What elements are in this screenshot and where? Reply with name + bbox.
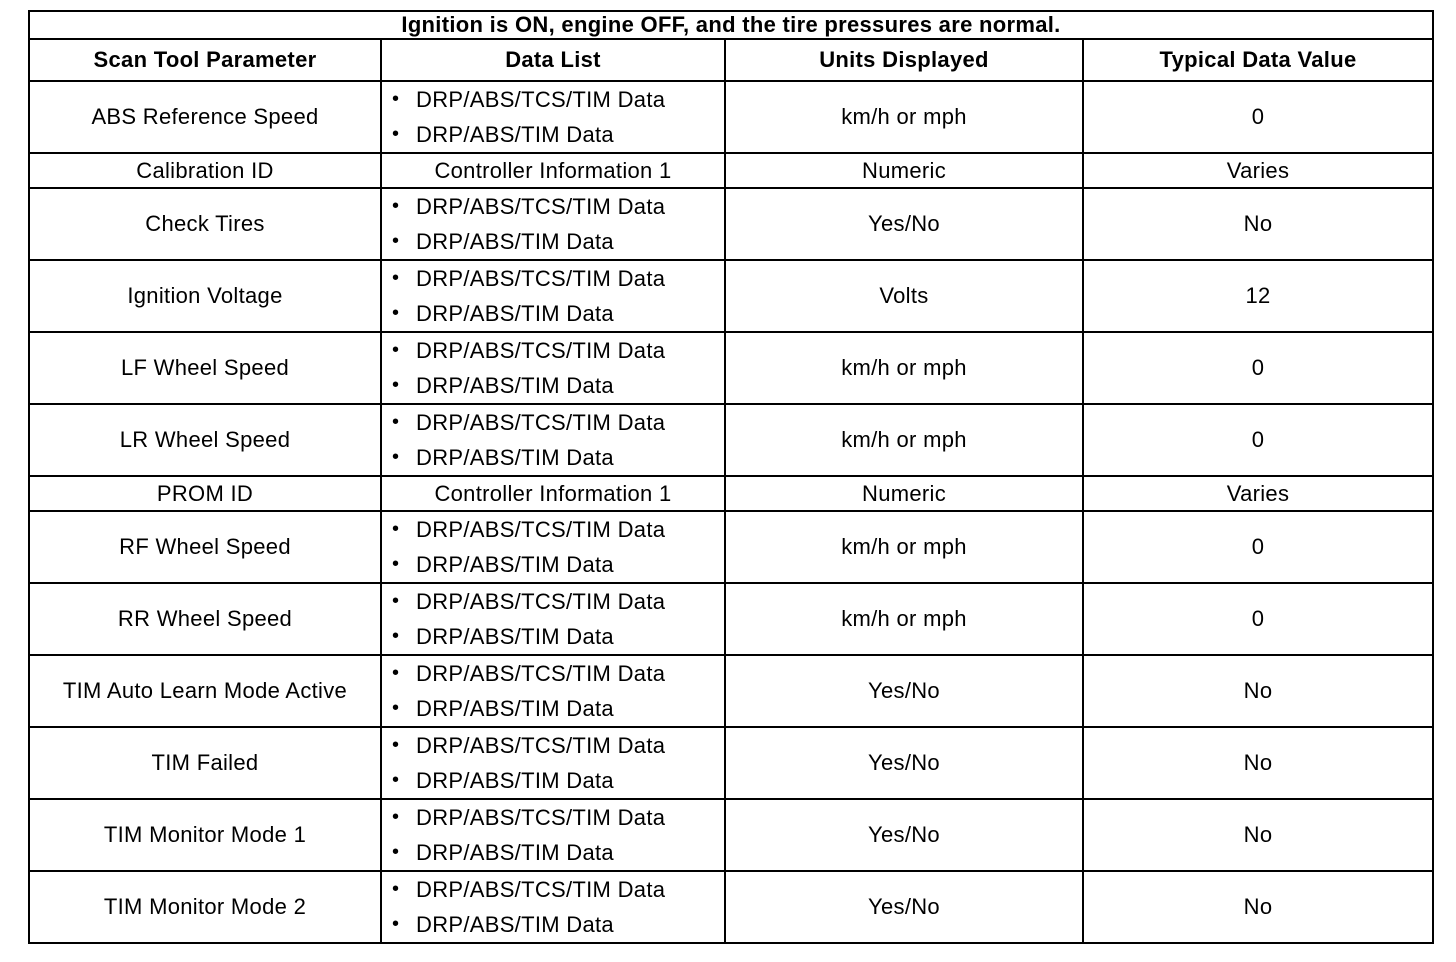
bullet-icon: • <box>392 806 400 828</box>
table-row <box>29 583 1433 655</box>
data-list-item-label: DRP/ABS/TCS/TIM Data <box>416 661 666 686</box>
data-list-item <box>392 189 724 224</box>
data-list-item-label: DRP/ABS/TIM Data <box>416 912 614 937</box>
data-list-items <box>382 656 724 726</box>
data-list-item-label: DRP/ABS/TIM Data <box>416 768 614 793</box>
bullet-icon: • <box>392 769 400 791</box>
typical-value-cell: 0 <box>1083 511 1433 583</box>
bullet-icon: • <box>392 195 400 217</box>
bullet-icon: • <box>392 878 400 900</box>
data-list-item <box>392 117 724 152</box>
data-list-item <box>392 333 724 368</box>
data-list-item-label: DRP/ABS/TCS/TIM Data <box>416 266 666 291</box>
column-header-typical-value: Typical Data Value <box>1083 39 1433 81</box>
data-list-item-label: DRP/ABS/TIM Data <box>416 624 614 649</box>
bullet-icon: • <box>392 662 400 684</box>
column-header-parameter: Scan Tool Parameter <box>29 39 381 81</box>
bullet-icon: • <box>392 590 400 612</box>
data-list-cell <box>381 81 725 153</box>
scan-tool-data-table <box>28 10 1434 944</box>
data-list-item-label: DRP/ABS/TCS/TIM Data <box>416 87 666 112</box>
bullet-icon: • <box>392 123 400 145</box>
data-list-item-label: DRP/ABS/TIM Data <box>416 122 614 147</box>
data-list-item-label: DRP/ABS/TIM Data <box>416 229 614 254</box>
condition-header: Ignition is ON, engine OFF, and the tire pressures are normal. <box>29 11 1433 39</box>
data-list-item-label: DRP/ABS/TCS/TIM Data <box>416 589 666 614</box>
data-list-cell <box>381 727 725 799</box>
parameter-cell: Calibration ID <box>29 153 381 188</box>
data-list-item <box>392 728 724 763</box>
typical-value-cell: 0 <box>1083 583 1433 655</box>
bullet-icon: • <box>392 697 400 719</box>
data-list-cell <box>381 655 725 727</box>
table-row <box>29 871 1433 943</box>
typical-value-cell: No <box>1083 799 1433 871</box>
data-list-item <box>392 368 724 403</box>
typical-value-cell: 12 <box>1083 260 1433 332</box>
typical-value-cell: No <box>1083 188 1433 260</box>
data-list-cell: Controller Information 1 <box>381 153 725 188</box>
bullet-icon: • <box>392 267 400 289</box>
data-list-item <box>392 512 724 547</box>
units-cell: Yes/No <box>725 727 1083 799</box>
data-list-item <box>392 224 724 259</box>
bullet-icon: • <box>392 518 400 540</box>
data-list-item <box>392 440 724 475</box>
data-list-item <box>392 907 724 942</box>
table-row <box>29 332 1433 404</box>
table-body <box>29 81 1433 943</box>
data-list-cell <box>381 188 725 260</box>
units-cell: Numeric <box>725 476 1083 511</box>
typical-value-cell: Varies <box>1083 476 1433 511</box>
parameter-cell: TIM Monitor Mode 2 <box>29 871 381 943</box>
data-list-items <box>382 872 724 942</box>
typical-value-cell: No <box>1083 727 1433 799</box>
bullet-icon: • <box>392 734 400 756</box>
data-list-item <box>392 82 724 117</box>
parameter-cell: TIM Failed <box>29 727 381 799</box>
data-list-cell <box>381 583 725 655</box>
table-row <box>29 476 1433 511</box>
data-list-item <box>392 584 724 619</box>
data-list-cell <box>381 511 725 583</box>
bullet-icon: • <box>392 841 400 863</box>
units-cell: Yes/No <box>725 655 1083 727</box>
data-list-item <box>392 547 724 582</box>
data-list-item <box>392 800 724 835</box>
data-list-item-label: DRP/ABS/TIM Data <box>416 301 614 326</box>
typical-value-cell: No <box>1083 655 1433 727</box>
typical-value-cell: 0 <box>1083 332 1433 404</box>
data-list-cell <box>381 260 725 332</box>
bullet-icon: • <box>392 411 400 433</box>
bullet-icon: • <box>392 625 400 647</box>
data-list-item-label: DRP/ABS/TCS/TIM Data <box>416 877 666 902</box>
parameter-cell: RF Wheel Speed <box>29 511 381 583</box>
table-row <box>29 404 1433 476</box>
bullet-icon: • <box>392 913 400 935</box>
data-list-item-label: DRP/ABS/TCS/TIM Data <box>416 805 666 830</box>
parameter-cell: Check Tires <box>29 188 381 260</box>
data-list-item-label: DRP/ABS/TIM Data <box>416 696 614 721</box>
data-list-items <box>382 261 724 331</box>
units-cell: Yes/No <box>725 188 1083 260</box>
data-list-item-label: DRP/ABS/TIM Data <box>416 552 614 577</box>
units-cell: km/h or mph <box>725 511 1083 583</box>
bullet-icon: • <box>392 553 400 575</box>
data-list-item-label: DRP/ABS/TCS/TIM Data <box>416 517 666 542</box>
data-list-items <box>382 405 724 475</box>
typical-value-cell: 0 <box>1083 81 1433 153</box>
data-list-cell <box>381 871 725 943</box>
data-list-item-label: DRP/ABS/TCS/TIM Data <box>416 338 666 363</box>
parameter-cell: LF Wheel Speed <box>29 332 381 404</box>
data-list-item <box>392 261 724 296</box>
units-cell: Yes/No <box>725 871 1083 943</box>
bullet-icon: • <box>392 230 400 252</box>
units-cell: km/h or mph <box>725 583 1083 655</box>
units-cell: km/h or mph <box>725 332 1083 404</box>
data-list-item <box>392 656 724 691</box>
data-list-items <box>382 189 724 259</box>
table-row <box>29 727 1433 799</box>
data-list-item <box>392 619 724 654</box>
data-list-item-label: DRP/ABS/TCS/TIM Data <box>416 733 666 758</box>
data-list-items <box>382 82 724 152</box>
bullet-icon: • <box>392 446 400 468</box>
data-list-item <box>392 763 724 798</box>
bullet-icon: • <box>392 88 400 110</box>
data-list-item <box>392 691 724 726</box>
parameter-cell: LR Wheel Speed <box>29 404 381 476</box>
table-row <box>29 153 1433 188</box>
parameter-cell: Ignition Voltage <box>29 260 381 332</box>
parameter-cell: PROM ID <box>29 476 381 511</box>
data-list-item <box>392 872 724 907</box>
units-cell: Yes/No <box>725 799 1083 871</box>
units-cell: Volts <box>725 260 1083 332</box>
bullet-icon: • <box>392 339 400 361</box>
table-row <box>29 260 1433 332</box>
bullet-icon: • <box>392 302 400 324</box>
parameter-cell: TIM Auto Learn Mode Active <box>29 655 381 727</box>
parameter-cell: ABS Reference Speed <box>29 81 381 153</box>
parameter-cell: RR Wheel Speed <box>29 583 381 655</box>
typical-value-cell: No <box>1083 871 1433 943</box>
bullet-icon: • <box>392 374 400 396</box>
data-list-items <box>382 800 724 870</box>
typical-value-cell: 0 <box>1083 404 1433 476</box>
data-list-cell <box>381 799 725 871</box>
units-cell: Numeric <box>725 153 1083 188</box>
data-list-items <box>382 333 724 403</box>
data-list-item <box>392 405 724 440</box>
column-header-row <box>29 39 1433 81</box>
column-header-data-list: Data List <box>381 39 725 81</box>
table-row <box>29 188 1433 260</box>
table-row <box>29 81 1433 153</box>
table-row <box>29 655 1433 727</box>
table-row <box>29 511 1433 583</box>
data-list-cell <box>381 404 725 476</box>
data-list-item <box>392 296 724 331</box>
data-list-cell: Controller Information 1 <box>381 476 725 511</box>
data-list-item <box>392 835 724 870</box>
typical-value-cell: Varies <box>1083 153 1433 188</box>
data-list-items <box>382 728 724 798</box>
data-list-items <box>382 512 724 582</box>
column-header-units: Units Displayed <box>725 39 1083 81</box>
data-list-item-label: DRP/ABS/TIM Data <box>416 445 614 470</box>
data-list-item-label: DRP/ABS/TIM Data <box>416 840 614 865</box>
table-row <box>29 799 1433 871</box>
data-list-cell <box>381 332 725 404</box>
data-list-items <box>382 584 724 654</box>
data-list-item-label: DRP/ABS/TIM Data <box>416 373 614 398</box>
units-cell: km/h or mph <box>725 404 1083 476</box>
data-list-item-label: DRP/ABS/TCS/TIM Data <box>416 194 666 219</box>
units-cell: km/h or mph <box>725 81 1083 153</box>
parameter-cell: TIM Monitor Mode 1 <box>29 799 381 871</box>
data-list-item-label: DRP/ABS/TCS/TIM Data <box>416 410 666 435</box>
